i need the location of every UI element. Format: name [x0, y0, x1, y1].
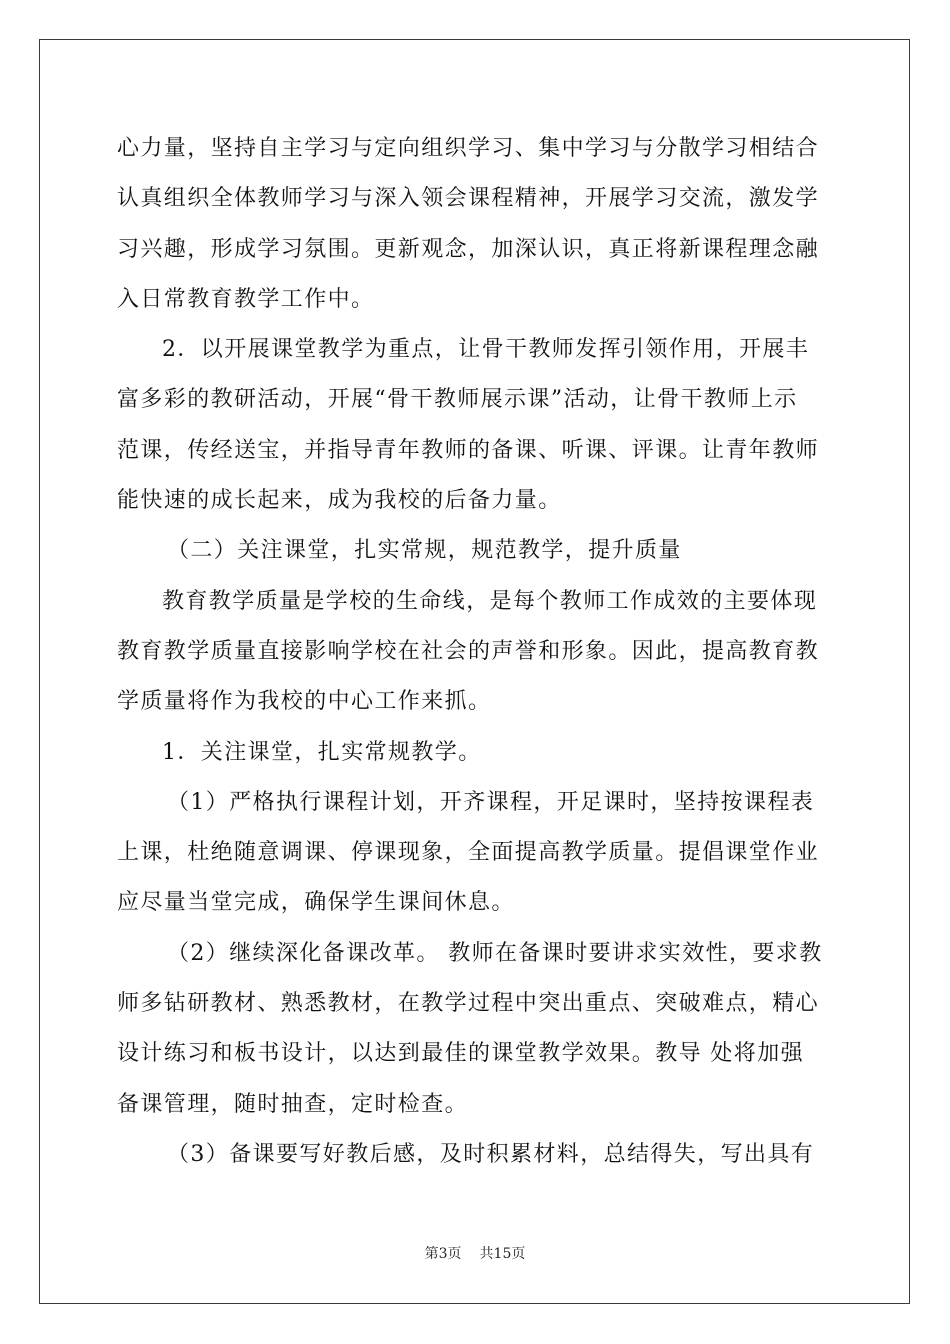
- text-line: 范课，传经送宝，并指导青年教师的备课、听课、评课。让青年教师: [117, 437, 820, 463]
- text-line: 认真组织全体教师学习与深入领会课程精神，开展学习交流，激发学: [117, 186, 820, 212]
- text-line: 能快速的成长起来，成为我校的后备力量。: [117, 488, 562, 514]
- text-line: 设计练习和板书设计，以达到最佳的课堂教学效果。教导 处将加强: [117, 1041, 804, 1067]
- text-line: 师多钻研教材、熟悉教材，在教学过程中突出重点、突破难点，精心: [117, 991, 820, 1017]
- page-total: 共15页: [479, 1246, 526, 1262]
- text-line: 教育教学质量是学校的生命线，是每个教师工作成效的主要体现: [162, 588, 818, 614]
- text-line: 2．以开展课堂教学为重点，让骨干教师发挥引领作用，开展丰: [162, 337, 810, 363]
- text-line: 备课管理，随时抽查，定时检查。: [117, 1091, 469, 1117]
- text-line: 学质量将作为我校的中心工作来抓。: [117, 689, 492, 715]
- text-line: 习兴趣，形成学习氛围。更新观念，加深认识，真正将新课程理念融: [117, 236, 820, 262]
- document-body: [117, 124, 837, 1180]
- text-line: 上课，杜绝随意调课、停课现象，全面提高教学质量。提倡课堂作业: [117, 840, 820, 866]
- text-line: （二）关注课堂，扎实常规，规范教学，提升质量: [167, 538, 682, 564]
- text-line: 应尽量当堂完成，确保学生课间休息。: [117, 890, 515, 916]
- text-line: （1）严格执行课程计划，开齐课程，开足课时，坚持按课程表: [167, 789, 815, 815]
- text-line: 教育教学质量直接影响学校在社会的声誉和形象。因此，提高教育教: [117, 638, 820, 664]
- text-line: 入日常教育教学工作中。: [117, 286, 375, 312]
- text-line: （3）备课要写好教后感，及时积累材料，总结得失，写出具有: [167, 1141, 815, 1167]
- page-number: 第3页: [424, 1246, 462, 1262]
- page-footer: [0, 1245, 950, 1263]
- text-line: （2）继续深化备课改革。 教师在备课时要讲求实效性，要求教: [167, 940, 823, 966]
- text-line: 1．关注课堂，扎实常规教学。: [162, 739, 482, 765]
- text-line: 富多彩的教研活动，开展“骨干教师展示课”活动，让骨干教师上示: [117, 387, 798, 413]
- text-line: 心力量，坚持自主学习与定向组织学习、集中学习与分散学习相结合: [117, 136, 820, 161]
